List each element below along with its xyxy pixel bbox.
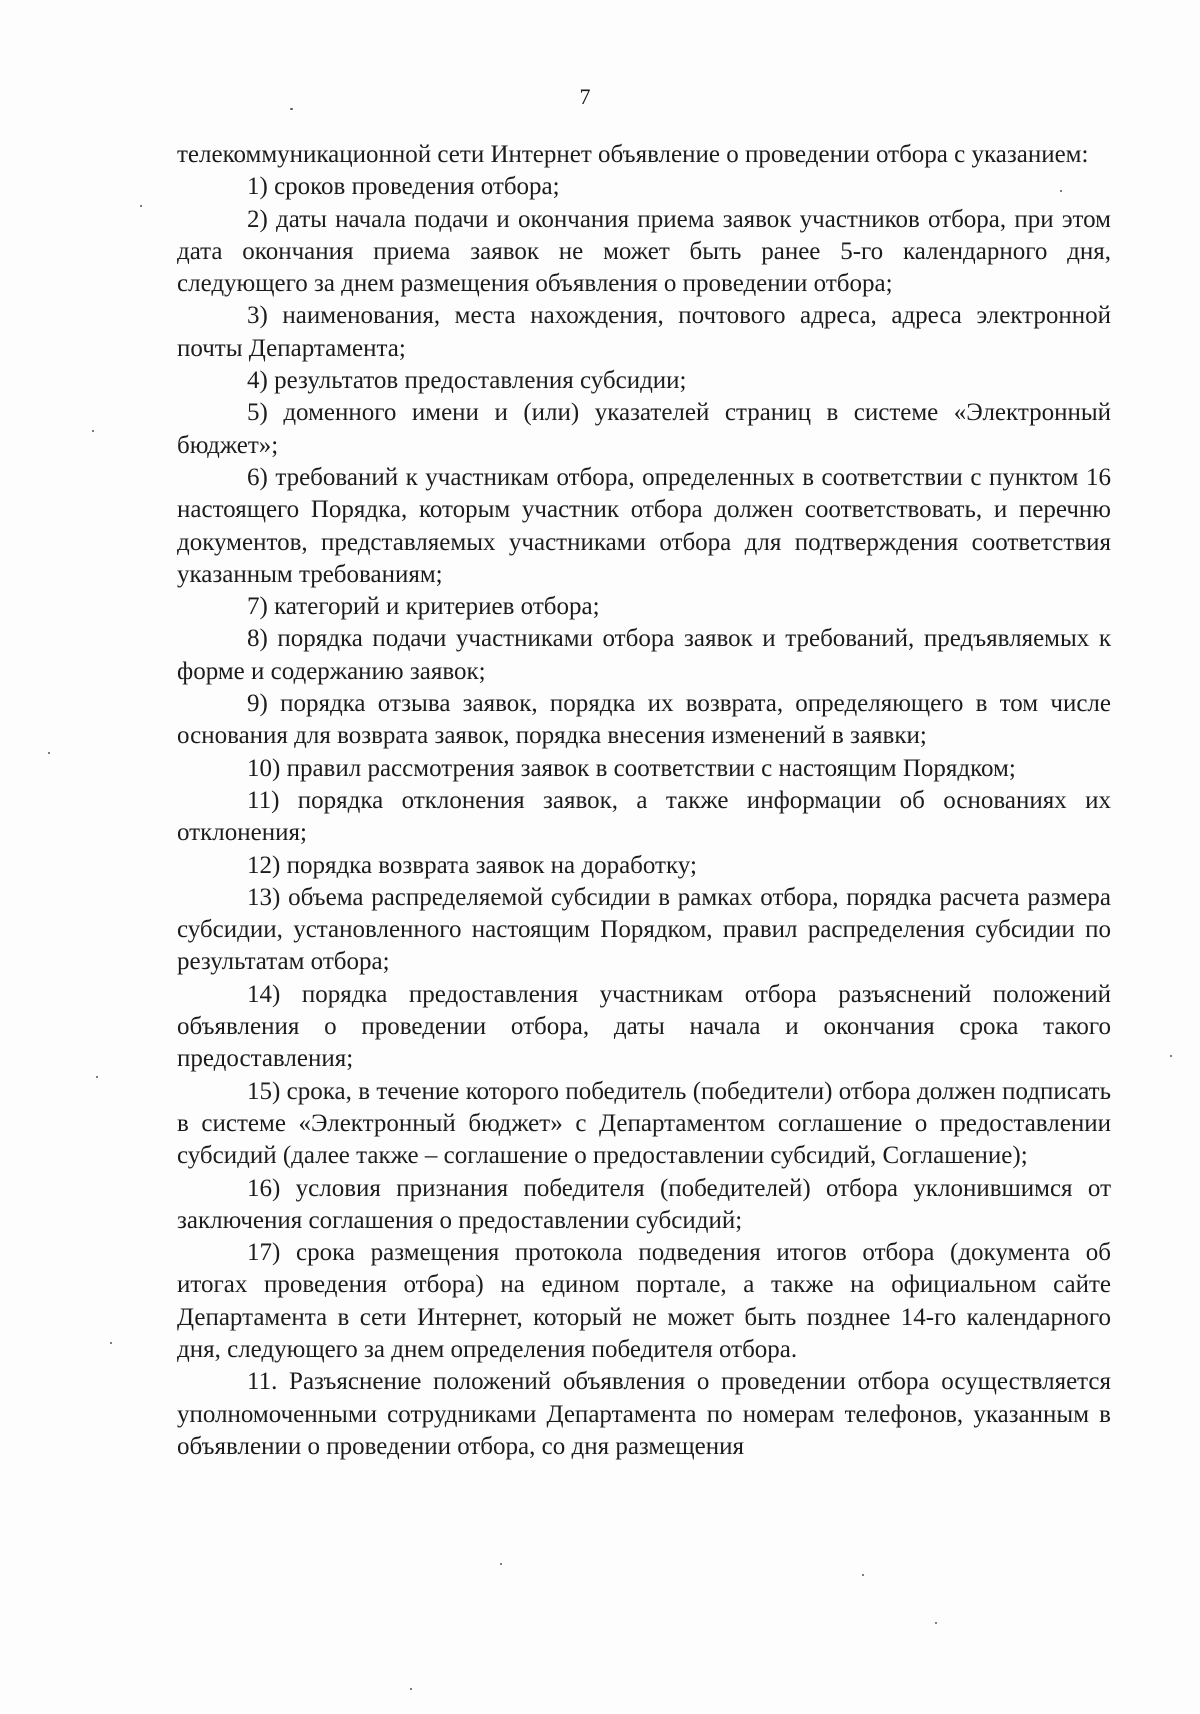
scan-speck bbox=[110, 1342, 112, 1344]
section-11-paragraph: 11. Разъяснение положений объявления о проведении отбора осуществляется уполномоченными сотрудниками Департамента по номерам телефонов, указанным в объявлении о проведении отбора, со дня размещения bbox=[177, 1368, 1111, 1460]
scan-speck bbox=[48, 752, 50, 754]
list-item-7: 7) категорий и критериев отбора; bbox=[247, 593, 600, 621]
list-item-10: 10) правил рассмотрения заявок в соответствии с настоящим Порядком; bbox=[247, 754, 1016, 782]
list-item-11: 11) порядка отклонения заявок, а также информации об основаниях их отклонения; bbox=[177, 786, 1111, 847]
list-item-4: 4) результатов предоставления субсидии; bbox=[247, 367, 687, 395]
list-item-6: 6) требований к участникам отбора, определенных в соответствии с пунктом 16 настоящего Порядка, которым участник отбора должен соответствовать, и перечню документов, представляемых участниками отбора для подтверждения соответствия указанным требованиям; bbox=[177, 463, 1111, 588]
list-item-5: 5) доменного имени и (или) указателей страниц в системе «Электронный бюджет»; bbox=[177, 399, 1111, 459]
scan-speck bbox=[96, 1076, 98, 1078]
list-item-2: 2) даты начала подачи и окончания приема заявок участников отбора, при этом дата окончания приема заявок не может быть ранее 5-го календарного дня, следующего за днем размещения объявления о проведении отбора; bbox=[177, 205, 1111, 298]
scan-speck bbox=[862, 1574, 864, 1576]
scan-speck bbox=[1170, 1055, 1172, 1057]
list-item-13: 13) объема распределяемой субсидии в рамках отбора, порядка расчета размера субсидии, установленного настоящим Порядком, правил распределения субсидии по результатам отбора; bbox=[177, 883, 1111, 976]
scan-speck bbox=[140, 205, 142, 207]
list-item-14: 14) порядка предоставления участникам отбора разъяснений положений объявления о проведении отбора, даты начала и окончания срока такого предоставления; bbox=[177, 980, 1111, 1073]
scan-speck bbox=[410, 1688, 412, 1690]
document-body bbox=[177, 139, 1111, 1463]
list-item-9: 9) порядка отзыва заявок, порядка их возврата, определяющего в том числе основания для возврата заявок, порядка внесения изменений в заявки; bbox=[177, 690, 1111, 750]
list-item-1: 1) сроков проведения отбора; bbox=[247, 173, 560, 201]
page-number: 7 bbox=[579, 84, 591, 109]
paragraph-intro: телекоммуникационной сети Интернет объявление о проведении отбора с указанием: bbox=[177, 141, 1089, 168]
list-item-16: 16) условия признания победителя (победителей) отбора уклонившимся от заключения соглашения о предоставлении субсидий; bbox=[177, 1174, 1111, 1234]
scan-speck bbox=[1060, 190, 1062, 192]
list-item-8: 8) порядка подачи участниками отбора заявок и требований, предъявляемых к форме и содержанию заявок; bbox=[177, 625, 1111, 685]
scan-speck bbox=[92, 430, 94, 432]
scan-speck bbox=[290, 108, 293, 110]
scan-speck bbox=[935, 1622, 937, 1624]
list-item-15: 15) срока, в течение которого победитель (победители) отбора должен подписать в системе «Электронный бюджет» с Департаментом соглашение о предоставлении субсидий (далее также – соглашение о предоставлении субсидий, Соглашение); bbox=[177, 1077, 1111, 1170]
list-item-12: 12) порядка возврата заявок на доработку; bbox=[247, 851, 697, 879]
list-item-17: 17) срока размещения протокола подведения итогов отбора (документа об итогах проведения отбора) на едином портале, а также на официальном сайте Департамента в сети Интернет, который не может быть позднее 14-го календарного дня, следующего за днем определения победителя отбора. bbox=[177, 1239, 1111, 1363]
list-item-3: 3) наименования, места нахождения, почтового адреса, адреса электронной почты Департамента; bbox=[177, 302, 1111, 362]
scan-speck bbox=[500, 1563, 502, 1565]
